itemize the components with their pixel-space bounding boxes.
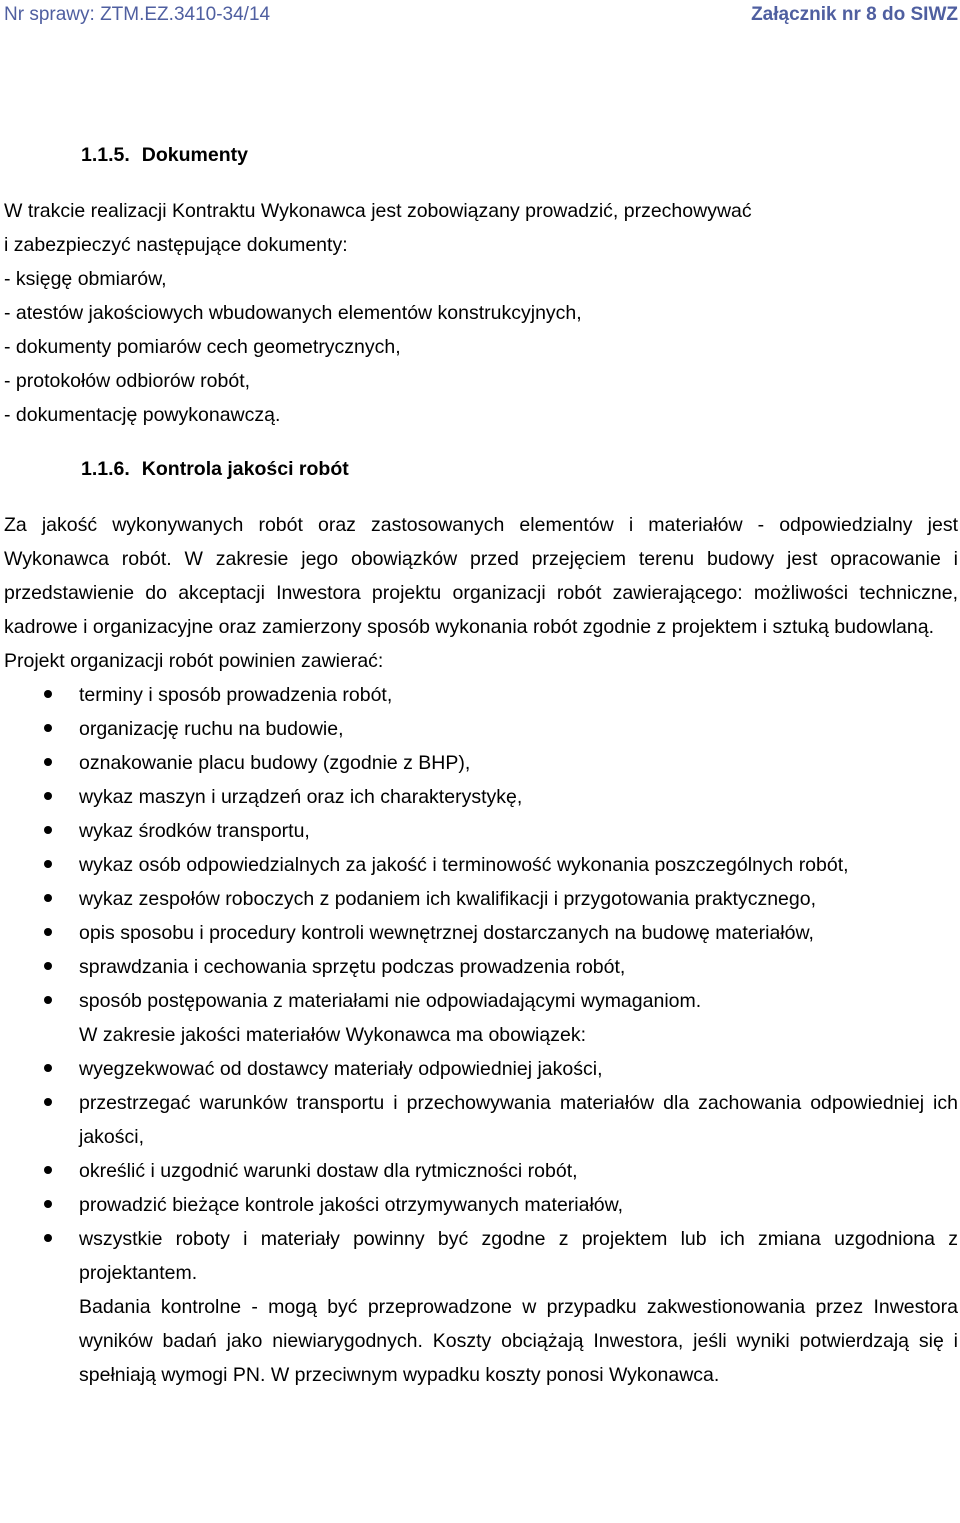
list-item: wyegzekwować od dostawcy materiały odpowiedniej jakości,: [4, 1052, 958, 1086]
list-item: opis sposobu i procedury kontroli wewnętrznej dostarczanych na budowę materiałów,: [4, 916, 958, 950]
document-list-item: - protokołów odbiorów robót,: [4, 370, 251, 392]
section-title: Dokumenty: [141, 144, 248, 166]
document-list-item: - dokumenty pomiarów cech geometrycznych,: [4, 336, 401, 358]
list-item: wykaz maszyn i urządzeń oraz ich charakterystykę,: [4, 780, 958, 814]
list-item: przestrzegać warunków transportu i przechowywania materiałów dla zachowania odpowiedniej ich jakości,: [4, 1086, 958, 1154]
section-title: Kontrola jakości robót: [141, 458, 349, 480]
project-requirements-list: [4, 678, 958, 1018]
section-heading-kontrola: [81, 452, 958, 486]
project-intro: Projekt organizacji robót powinien zawierać:: [4, 650, 384, 672]
list-item: wykaz środków transportu,: [4, 814, 958, 848]
list-item: wykaz osób odpowiedzialnych za jakość i terminowość wykonania poszczególnych robót,: [4, 848, 958, 882]
list-item: wszystkie roboty i materiały powinny być zgodne z projektem lub ich zmiana uzgodniona z projektantem.: [4, 1222, 958, 1290]
document-list-item: - atestów jakościowych wbudowanych elementów konstrukcyjnych,: [4, 302, 582, 324]
quality-paragraph: Za jakość wykonywanych robót oraz zastosowanych elementów i materiałów - odpowiedzialny jest Wykonawca robót. W zakresie jego obowiązków przed przejęciem terenu budowy jest opracowanie i przedstawienie do akceptacji Inwestora projektu organizacji robót zawierającego: możliwości techniczne, kadrowe i organizacyjne oraz zamierzony sposób wykonania robót zgodnie z projektem i sztuką budowlaną.: [4, 514, 958, 638]
intro-line: i zabezpieczyć następujące dokumenty:: [4, 234, 348, 256]
intro-line: W trakcie realizacji Kontraktu Wykonawca jest zobowiązany prowadzić, przechowywać: [4, 200, 752, 222]
case-number: Nr sprawy: ZTM.EZ.3410-34/14: [4, 4, 271, 25]
list-item: oznakowanie placu budowy (zgodnie z BHP),: [4, 746, 958, 780]
list-item: organizację ruchu na budowie,: [4, 712, 958, 746]
list-item: sposób postępowania z materiałami nie odpowiadającymi wymaganiom.: [4, 984, 958, 1018]
attachment-label: Załącznik nr 8 do SIWZ: [751, 4, 958, 25]
section-number: 1.1.5.: [81, 144, 130, 166]
document-list-item: - księgę obmiarów,: [4, 268, 167, 290]
control-tests-paragraph: Badania kontrolne - mogą być przeprowadzone w przypadku zakwestionowania przez Inwestora wyników badań jako niewiarygodnych. Koszty obciążają Inwestora, jeśli wyniki potwierdzają się i spełniają wymogi PN. W przeciwnym wypadku koszty ponosi Wykonawca.: [79, 1296, 958, 1386]
document-body: [4, 138, 958, 1392]
list-item: wykaz zespołów roboczych z podaniem ich kwalifikacji i przygotowania praktycznego,: [4, 882, 958, 916]
section-number: 1.1.6.: [81, 458, 130, 480]
materials-obligations-list: [4, 1052, 958, 1290]
list-item: terminy i sposób prowadzenia robót,: [4, 678, 958, 712]
list-item: sprawdzania i cechowania sprzętu podczas prowadzenia robót,: [4, 950, 958, 984]
list-item: prowadzić bieżące kontrole jakości otrzymywanych materiałów,: [4, 1188, 958, 1222]
materials-intro: W zakresie jakości materiałów Wykonawca ma obowiązek:: [79, 1024, 586, 1046]
section-heading-dokumenty: [81, 138, 958, 172]
list-item: określić i uzgodnić warunki dostaw dla rytmiczności robót,: [4, 1154, 958, 1188]
document-list-item: - dokumentację powykonawczą.: [4, 404, 281, 426]
